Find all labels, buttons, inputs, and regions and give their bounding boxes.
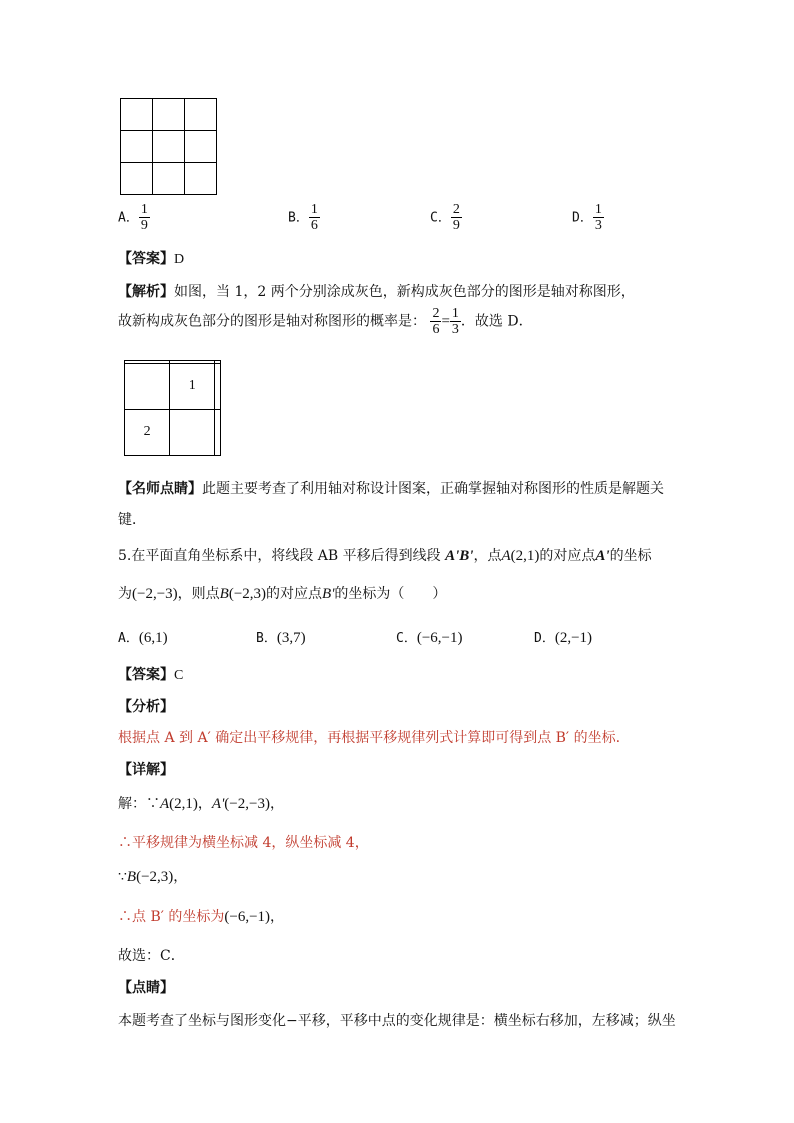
q5-comment-text: 本题考查了坐标与图形变化−平移，平移中点的变化规律是：横坐标右移加，左移减；纵坐 [118, 1013, 676, 1029]
q5-stem-line-1: 5.在平面直角坐标系中，将线段 AB 平移后得到线段 A'B'，点A(2,1)的对应点A'的坐标 [118, 548, 652, 564]
grid-cell-label-2: 2 [143, 424, 151, 440]
q5-answer: 【答案】C [118, 667, 184, 683]
grid-figure-2 [124, 360, 221, 456]
grid-figure-1 [120, 98, 217, 195]
q4-comment-line-2: 键． [118, 512, 146, 528]
grid-cell-label-1: 1 [188, 378, 196, 394]
q5-analysis-tag: 【分析】 [118, 699, 174, 715]
q4-analysis-line-1: 【解析】如图，当 1，2 两个分别涂成灰色，新构成灰色部分的图形是轴对称图形， [118, 284, 635, 300]
q4-answer: 【答案】D [118, 251, 185, 267]
q5-analysis-text: 根据点 A 到 A′ 确定出平移规律，再根据平移规律列式计算即可得到点 B′ 的坐标. [118, 730, 621, 746]
q5-detail-line-1: 解：∵A(2,1)，A'(−2,−3)， [118, 796, 284, 812]
q5-stem-line-2: 为(−2,−3)，则点B(−2,3)的对应点B'的坐标为（ ） [118, 586, 447, 602]
q4-comment-line-1: 【名师点睛】此题主要考查了利用轴对称设计图案，正确掌握轴对称图形的性质是解题关 [118, 481, 664, 497]
q5-detail-line-4: ∴点 B′ 的坐标为(−6,−1)， [118, 909, 285, 925]
q4-option-b: B． $\frac{1}{6}$ [288, 202, 318, 233]
q5-option-d: D．(2,−1) [534, 630, 593, 646]
q4-option-c: C． $\frac{2}{9}$ [430, 202, 460, 233]
q4-analysis-line-2: 故新构成灰色部分的图形是轴对称图形的概率是： $\frac{2}{6}$ = $\frac{1}{3}$ ．故选 D． [118, 306, 533, 337]
q5-detail-tag: 【详解】 [118, 762, 174, 778]
q5-detail-line-2: ∴平移规律为横坐标减 4，纵坐标减 4， [118, 835, 369, 851]
q4-option-d: D． $\frac{1}{3}$ [572, 202, 602, 233]
q5-detail-line-3: ∵B(−2,3)， [118, 869, 188, 885]
q5-option-a: A．(6,1) [118, 630, 168, 646]
q5-comment-tag: 【点睛】 [118, 980, 174, 996]
q5-option-b: B．(3,7) [256, 630, 306, 646]
q5-detail-line-5: 故选：C． [118, 948, 185, 964]
q4-option-a: A． $\frac{1}{9}$ [118, 202, 148, 233]
q5-option-c: C．(−6,−1) [396, 630, 463, 646]
